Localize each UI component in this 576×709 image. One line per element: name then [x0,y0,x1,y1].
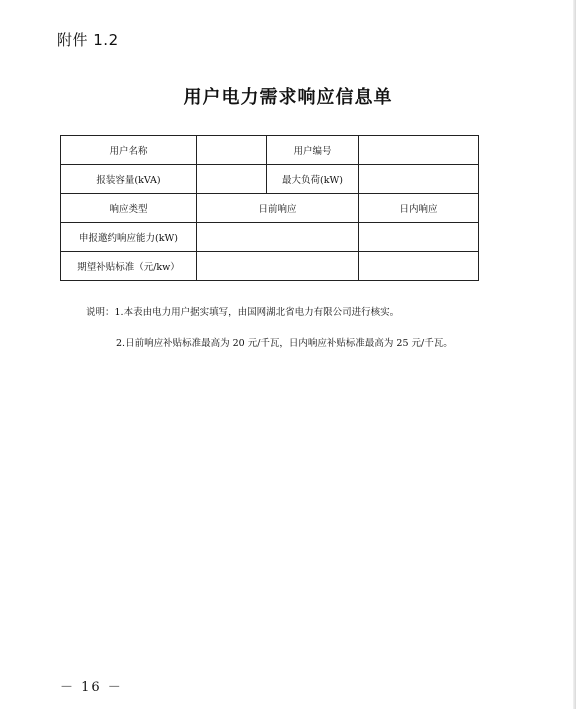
user-info-form-table [60,135,479,281]
subsidy-intraday-field[interactable] [359,252,479,281]
response-type-label: 响应类型 [61,194,197,223]
attachment-label: 附件 1.2 [57,31,119,49]
table-row [61,194,479,223]
note-line-2: 2.日前响应补贴标准最高为 20 元/千瓦，日内响应补贴标准最高为 25 元/千瓦。 [116,338,453,349]
subsidy-day-ahead-field[interactable] [197,252,359,281]
user-number-field[interactable] [359,136,479,165]
capacity-field[interactable] [197,165,267,194]
table-row [61,223,479,252]
user-number-label: 用户编号 [267,136,359,165]
user-name-label: 用户名称 [61,136,197,165]
table-row [61,252,479,281]
max-load-label: 最大负荷(kW) [267,165,359,194]
note-line-1: 说明：1.本表由电力用户据实填写，由国网湖北省电力有限公司进行核实。 [86,307,400,318]
day-ahead-response-header: 日前响应 [197,194,359,223]
document-title: 用户电力需求响应信息单 [183,87,393,108]
table-row [61,136,479,165]
table-row [61,165,479,194]
capacity-label: 报装容量(kVA) [61,165,197,194]
intraday-response-header: 日内响应 [359,194,479,223]
notes-section [86,297,546,359]
subsidy-standard-label: 期望补贴标准（元/kw） [61,252,197,281]
declared-capacity-intraday-field[interactable] [359,223,479,252]
declared-capacity-day-ahead-field[interactable] [197,223,359,252]
declared-capacity-label: 申报邀约响应能力(kW) [61,223,197,252]
max-load-field[interactable] [359,165,479,194]
user-name-field[interactable] [197,136,267,165]
page-number: － 16 － [60,680,123,695]
